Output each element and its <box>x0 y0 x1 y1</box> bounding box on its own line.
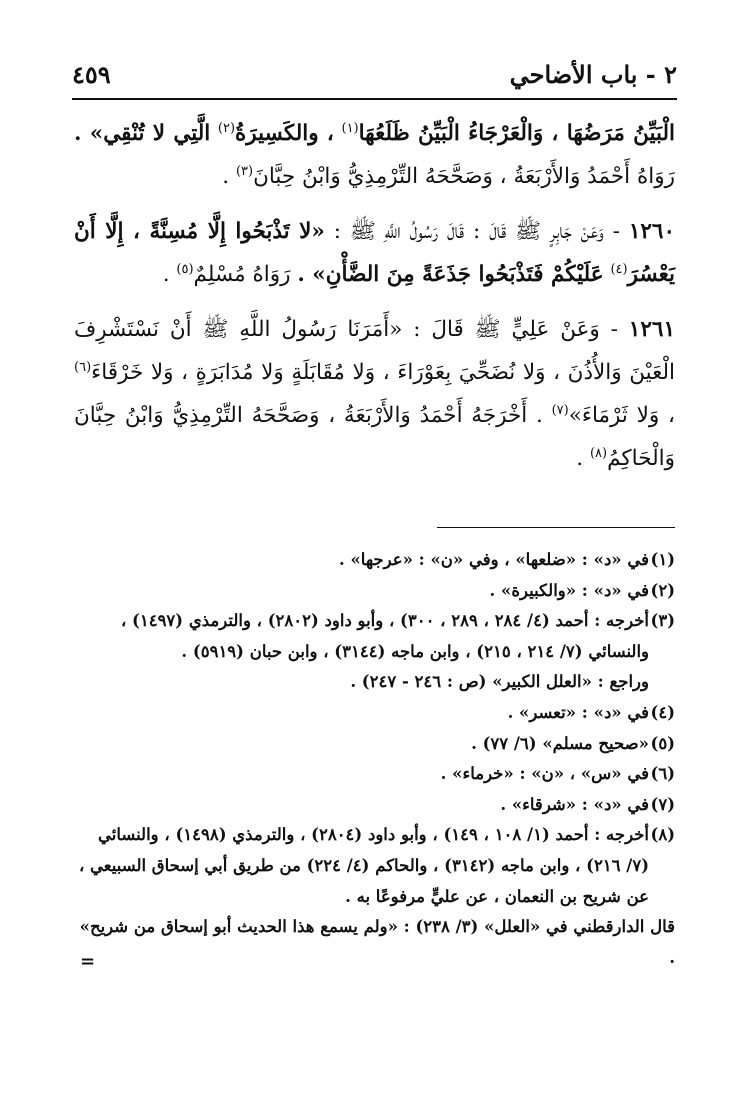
footnote-ref-2: (٢) <box>217 120 236 136</box>
footnote-ref-1: (١) <box>341 120 359 136</box>
footnote-label: (٧) <box>650 794 675 814</box>
main-text <box>74 112 675 492</box>
footnote-ref-6: (٦) <box>74 359 92 375</box>
hadith-text: الَّتِي لا تُنْقِي» . <box>74 121 211 146</box>
chapter-title: ٢ - باب الأضاحي <box>509 60 677 89</box>
footnote-text: في «د» : «شرقاء» . <box>500 794 649 814</box>
page-header <box>72 58 677 98</box>
hadith-1260 <box>74 210 675 296</box>
narration-text: رَوَاهُ مُسْلِمٌ <box>193 262 291 287</box>
footnote-text: في «د» : «ضلعها» ، وفي «ن» : «عرجها» . <box>338 550 649 569</box>
footnote-ref-3: (٣) <box>235 163 254 179</box>
footnote-text: «صحيح مسلم» (٦/ ٧٧) . <box>471 733 649 753</box>
footnote-label: (٢) <box>650 580 675 600</box>
narration-text: - وَعَنْ جَابِرٍ ﷺ قَالَ : قَالَ رَسُولُ اللَّهِ ﷺ : <box>333 219 620 244</box>
footnote-text: أخرجه : أحمد (٤/ ٢٨٤ ، ٢٨٩ ، ٣٠٠) ، وأبو داود (٢٨٠٢) ، والترمذي (١٤٩٧) ، والنسائي (٧/ ٢١٤ ، ٢١٥) ، وابن ماجه (٣١٤٤) ، وابن حبان (٥٩١٩) . <box>120 611 649 661</box>
footnote-ref-7: (٧) <box>551 402 569 418</box>
sentence-end: . <box>576 446 584 471</box>
paragraph-continuation <box>74 112 675 198</box>
footnote-label: (٥) <box>650 733 675 753</box>
footnote-label: (٤) <box>650 702 675 722</box>
footnote-1 <box>72 545 675 576</box>
footnote-3-extra: وراجع : «العلل الكبير» (ص : ٢٤٦ - ٢٤٧) . <box>350 672 649 692</box>
footnote-8-extra: قال الدارقطني في «العلل» (٣/ ٢٣٨) : «ولم يسمع هذا الحديث أبو إسحاق من شريح» . <box>79 917 675 967</box>
footnote-8 <box>72 820 675 912</box>
narration-text: - وَعَنْ عَلِيٍّ ﷺ قَالَ : «أَمَرَنَا رَسُولُ اللَّهِ ﷺ أَنْ نَسْتَشْرِفَ الْعَيْنَ وَالأُذُنَ ، وَلا نُضَحِّيَ بِعَوْرَاءَ ، وَلا مُقَابَلَةٍ وَلا مُدَابَرَةٍ ، وَلا خَرْقَاءَ <box>74 317 675 385</box>
footnote-ref-5: (٥) <box>176 261 194 277</box>
footnotes <box>72 545 675 973</box>
footnote-4 <box>72 698 675 729</box>
narration-text: رَوَاهُ أَحْمَدُ وَالأَرْبَعَةُ ، وَصَحَّحَهُ التِّرْمِذِيُّ وَابْنُ حِبَّانَ <box>253 164 675 189</box>
footnote-divider <box>437 527 675 528</box>
narration-text: . أَخْرَجَهُ أَحْمَدُ وَالأَرْبَعَةُ ، وَصَحَّحَهُ التِّرْمِذِيُّ وَابْنُ حِبَّانَ وَالْحَاكِمُ <box>74 403 675 471</box>
footnote-text: في «د» : «تعسر» . <box>507 702 649 722</box>
footnote-ref-4: (٤) <box>610 261 628 277</box>
header-divider <box>72 98 677 100</box>
hadith-text: الْبَيِّنُ مَرَضُهَا ، وَالْعَرْجَاءُ الْبَيِّنُ ظَلَعُهَا <box>358 121 675 146</box>
sentence-end: . <box>222 164 230 189</box>
footnote-label: (٦) <box>650 764 675 784</box>
continuation-mark: = <box>80 950 96 972</box>
hadith-text: عَلَيْكُمْ فَتَذْبَحُوا جَذَعَةً مِنَ الضَّأْنِ» . <box>297 262 604 287</box>
narration-text: ، وَلا ثَرْمَاءَ» <box>568 403 675 428</box>
footnote-text: في «د» : «والكبيرة» . <box>489 580 649 600</box>
hadith-text: ، والكَسِيرَةُ <box>235 121 334 146</box>
footnote-ref-8: (٨) <box>589 445 608 461</box>
footnote-label: (٨) <box>650 825 675 845</box>
footnote-6 <box>72 759 675 790</box>
hadith-number: ١٢٦٠ <box>628 219 676 244</box>
hadith-1261 <box>74 308 675 480</box>
footnote-2 <box>72 576 675 607</box>
page-number: ٤٥٩ <box>72 60 111 89</box>
footnote-label: (١) <box>650 550 675 569</box>
footnote-7 <box>72 790 675 821</box>
sentence-end: . <box>162 262 170 287</box>
footnote-3 <box>72 606 675 667</box>
footnote-label: (٣) <box>650 611 675 631</box>
hadith-text: «لا تَذْبَحُوا إِلَّا مُسِنَّةً ، إِلَّا أَنْ يَعْسُرَ <box>74 219 675 287</box>
footnote-8-extra-wrap <box>72 912 675 973</box>
footnote-text: أخرجه : أحمد (١/ ١٠٨ ، ١٤٩) ، وأبو داود (٢٨٠٤) ، والترمذي (١٤٩٨) ، والنسائي (٧/ ٢١٦) ، وابن ماجه (٣١٤٢) ، والحاكم (٤/ ٢٢٤) من طريق أبي إسحاق السبيعي ، عن شريح بن النعمان ، عن عليٍّ مرفوعًا به . <box>78 825 649 906</box>
hadith-number: ١٢٦١ <box>628 317 675 342</box>
footnote-text: في «س» ، «ن» : «خرماء» . <box>440 764 649 784</box>
footnote-5 <box>72 729 675 760</box>
